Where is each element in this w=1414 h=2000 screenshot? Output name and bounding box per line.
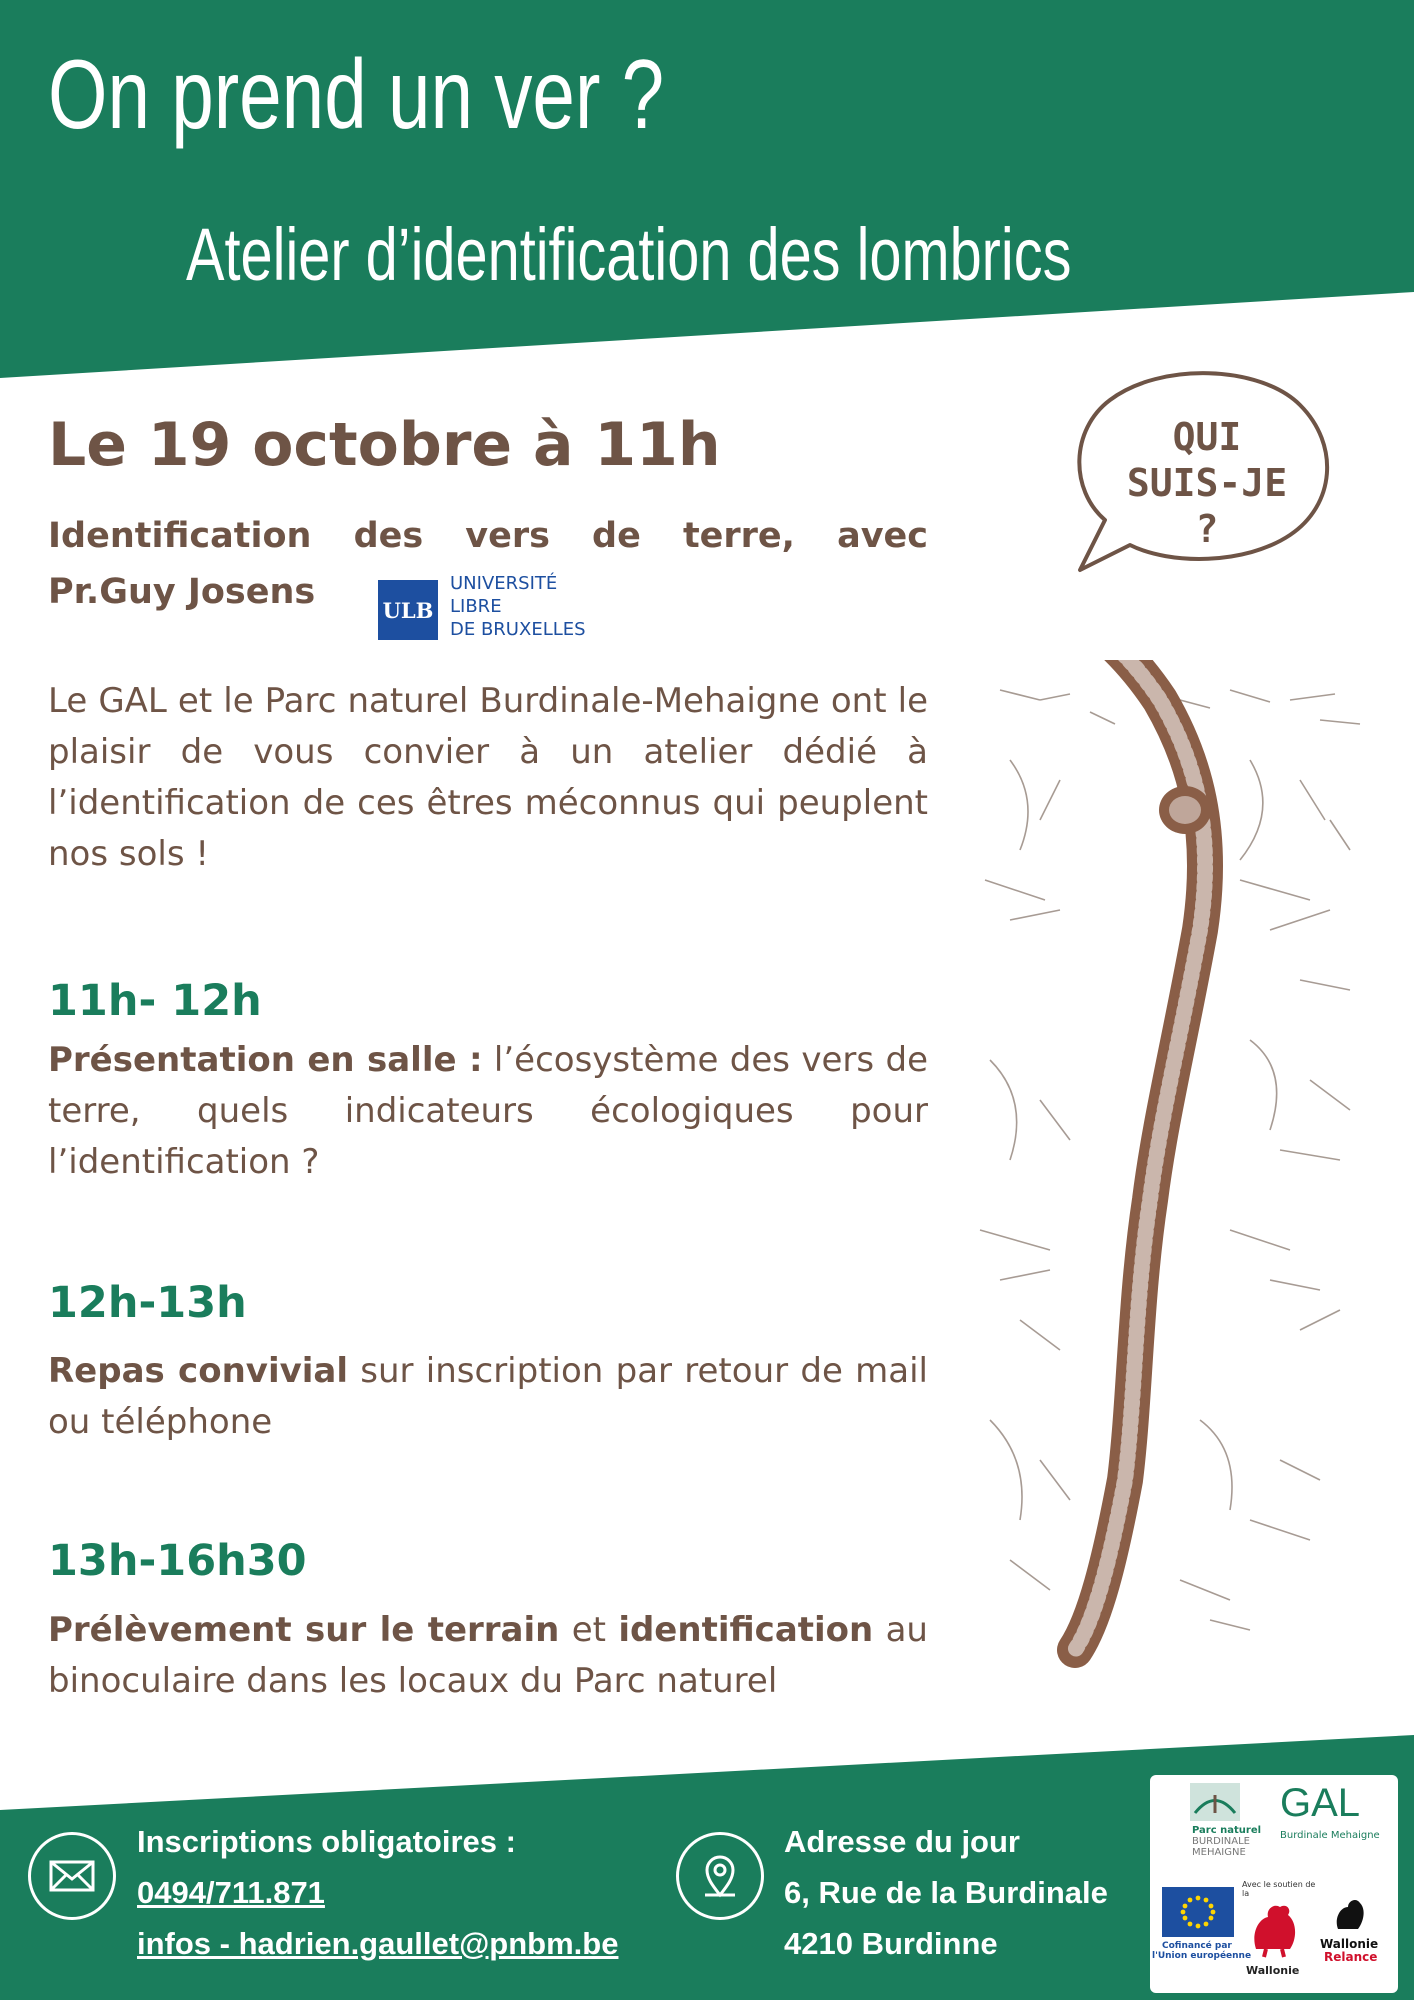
wallonie-support-line: Avec le soutien de [1242,1880,1316,1889]
contact-label: Inscriptions obligatoires : [137,1824,516,1859]
intro-line: Identification des vers de terre, avec [48,516,928,556]
event-description: Le GAL et le Parc naturel Burdinale-Mehaigne ont le plaisir de vous convier à un atelier dédié à l’identification de ces êtres méconnus qui peuplent nos sols ! [48,681,928,874]
schedule-bold: Prélèvement sur le terrain [48,1610,560,1650]
parc-logo-line: BURDINALE [1192,1836,1250,1847]
mail-icon [28,1832,116,1920]
wallonie-relance-icon [1330,1895,1370,1933]
relance-logo-line: Wallonie [1320,1937,1379,1951]
bubble-line: ? [1195,507,1219,551]
ulb-logo-text [450,572,586,641]
footer-address [784,1816,1108,1969]
parc-naturel-logo-icon [1190,1783,1240,1821]
ulb-logo: ULB [378,580,438,640]
parc-logo-line: MEHAIGNE [1192,1847,1246,1858]
schedule-bold: Présentation en salle : [48,1040,483,1080]
page-title: On prend un ver ? [48,39,665,149]
worm-icon [1008,660,1211,1650]
bubble-line: QUI [1172,415,1242,459]
wallonie-logo: Wallonie [1246,1964,1300,1977]
eu-flag-icon [1162,1887,1234,1937]
eu-logo-line: Cofinancé par [1162,1941,1232,1951]
schedule-text [48,1035,928,1188]
address-label: Adresse du jour [784,1824,1020,1859]
schedule-detail: et [559,1610,619,1650]
partner-logos [1150,1775,1398,1993]
page-subtitle: Atelier d’identification des lombrics [186,213,1072,296]
ulb-line: LIBRE [450,596,502,617]
parc-logo-line: Parc naturel [1192,1825,1262,1836]
schedule-bold: identification [618,1610,874,1650]
ulb-line: UNIVERSITÉ [450,573,558,594]
wallonie-rooster-icon [1246,1899,1302,1959]
schedule-text [48,1605,928,1707]
email-link[interactable]: infos - hadrien.gaullet@pnbm.be [137,1926,619,1961]
gal-logo-subtitle: Burdinale Mehaigne [1280,1830,1380,1841]
address-city: 4210 Burdinne [784,1926,998,1961]
schedule-time: 12h-13h [48,1278,247,1328]
event-date: Le 19 octobre à 11h [48,410,721,480]
schedule-time: 11h- 12h [48,976,262,1026]
wallonie-support-line: la [1242,1889,1250,1898]
eu-logo-line: l'Union européenne [1152,1951,1252,1961]
bubble-line: SUIS-JE [1126,461,1288,505]
soil-sketch [960,660,1390,1680]
gal-logo: GAL [1280,1781,1361,1825]
footer-contact [137,1816,618,1969]
schedule-bold: Repas convivial [48,1351,349,1391]
phone-link[interactable]: 0494/711.871 [137,1875,325,1910]
speaker-name: Pr.Guy Josens [48,572,316,612]
schedule-detail: au binoculaire dans les locaux du Parc naturel [48,1610,928,1701]
schedule-time: 13h-16h30 [48,1536,307,1586]
location-pin-icon [676,1832,764,1920]
schedule-detail: l’écosystème des vers de terre, quels indicateurs écologiques pour l’identification ? [48,1040,928,1182]
schedule-text [48,1346,928,1448]
schedule-detail: sur inscription par retour de mail ou téléphone [48,1351,928,1442]
address-street: 6, Rue de la Burdinale [784,1875,1108,1910]
relance-logo-line: Relance [1324,1950,1378,1964]
bubble-text [1075,414,1339,552]
ulb-line: DE BRUXELLES [450,619,586,640]
